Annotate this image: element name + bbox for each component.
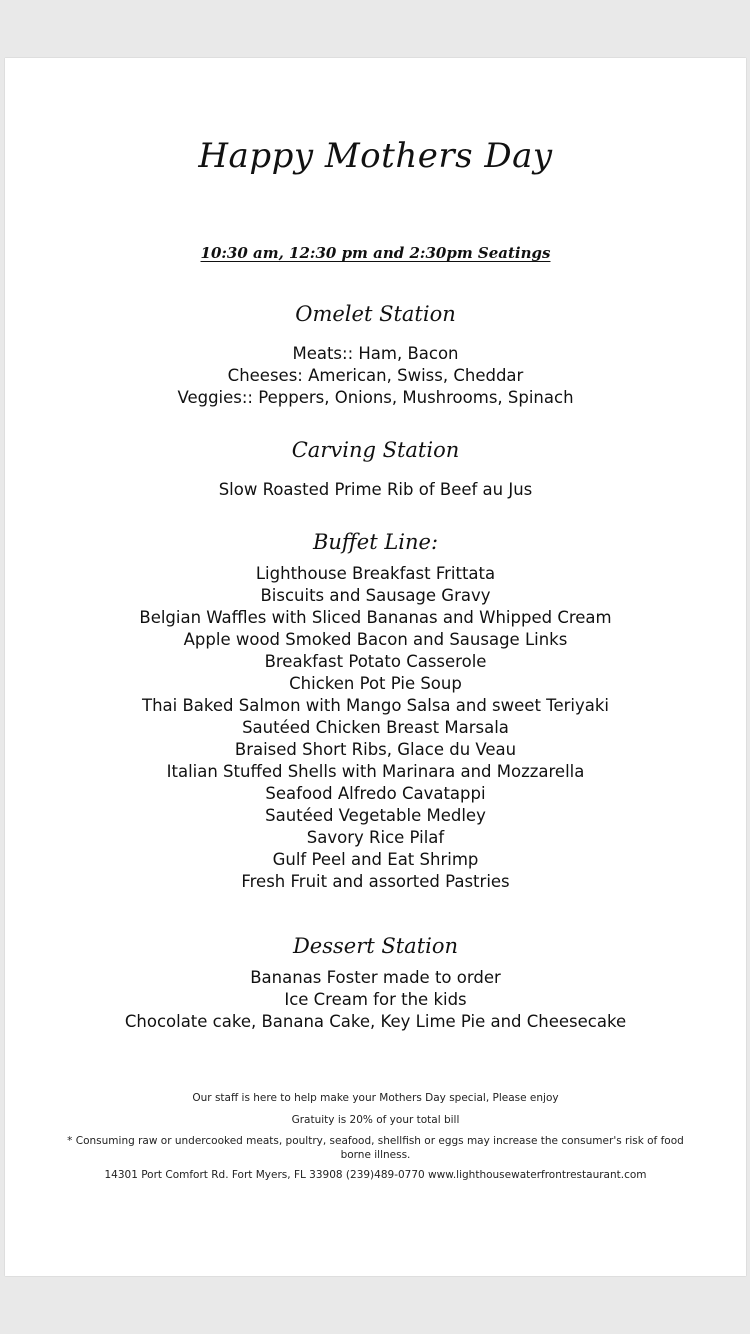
list-item: Veggies:: Peppers, Onions, Mushrooms, Spinach (177, 388, 574, 407)
list-item: Lighthouse Breakfast Frittata (255, 564, 496, 583)
list-item: Sautéed Vegetable Medley (265, 806, 486, 825)
list-item: Chocolate cake, Banana Cake, Key Lime Pie and Cheesecake (124, 1012, 627, 1031)
carving-station-list (5, 479, 746, 501)
dessert-station-list (5, 967, 746, 1033)
omelet-station-list (5, 343, 746, 409)
carving-station-heading: Carving Station (291, 438, 460, 462)
staff-note: Our staff is here to help make your Mothers Day special, Please enjoy (192, 1092, 559, 1104)
list-item: Cheeses: American, Swiss, Cheddar (227, 366, 524, 385)
list-item: Gulf Peel and Eat Shrimp (272, 850, 479, 869)
list-item: Braised Short Ribs, Glace du Veau (234, 740, 517, 759)
list-item: Chicken Pot Pie Soup (289, 674, 462, 693)
menu-page (5, 58, 746, 1276)
list-item: Belgian Waffles with Sliced Bananas and Whipped Cream (139, 608, 612, 627)
gratuity-note: Gratuity is 20% of your total bill (291, 1114, 460, 1126)
list-item: Apple wood Smoked Bacon and Sausage Links (183, 630, 568, 649)
list-item: Breakfast Potato Casserole (264, 652, 487, 671)
menu-title: Happy Mothers Day (198, 136, 553, 176)
list-item: Seafood Alfredo Cavatappi (265, 784, 486, 803)
buffet-line-heading: Buffet Line: (312, 530, 439, 554)
list-item: Meats:: Ham, Bacon (292, 344, 459, 363)
omelet-station-heading: Omelet Station (295, 302, 456, 326)
seatings-line: 10:30 am, 12:30 pm and 2:30pm Seatings (200, 244, 551, 262)
list-item: Bananas Foster made to order (250, 968, 501, 987)
list-item: Ice Cream for the kids (284, 990, 467, 1009)
list-item: Fresh Fruit and assorted Pastries (241, 872, 510, 891)
list-item: Thai Baked Salmon with Mango Salsa and sweet Teriyaki (142, 696, 609, 715)
list-item: Italian Stuffed Shells with Marinara and Mozzarella (166, 762, 585, 781)
list-item: Sautéed Chicken Breast Marsala (242, 718, 509, 737)
contact-line: 14301 Port Comfort Rd. Fort Myers, FL 33908 (239)489-0770 www.lighthousewaterfrontrestaurant.com (104, 1169, 647, 1181)
dessert-station-heading: Dessert Station (292, 934, 459, 958)
list-item: Biscuits and Sausage Gravy (260, 586, 491, 605)
buffet-line-list (5, 563, 746, 893)
list-item: Savory Rice Pilaf (306, 828, 445, 847)
list-item: Slow Roasted Prime Rib of Beef au Jus (218, 480, 533, 499)
food-safety-warning: * Consuming raw or undercooked meats, poultry, seafood, shellfish or eggs may increase the consumer's risk of food borne illness. (67, 1135, 684, 1161)
